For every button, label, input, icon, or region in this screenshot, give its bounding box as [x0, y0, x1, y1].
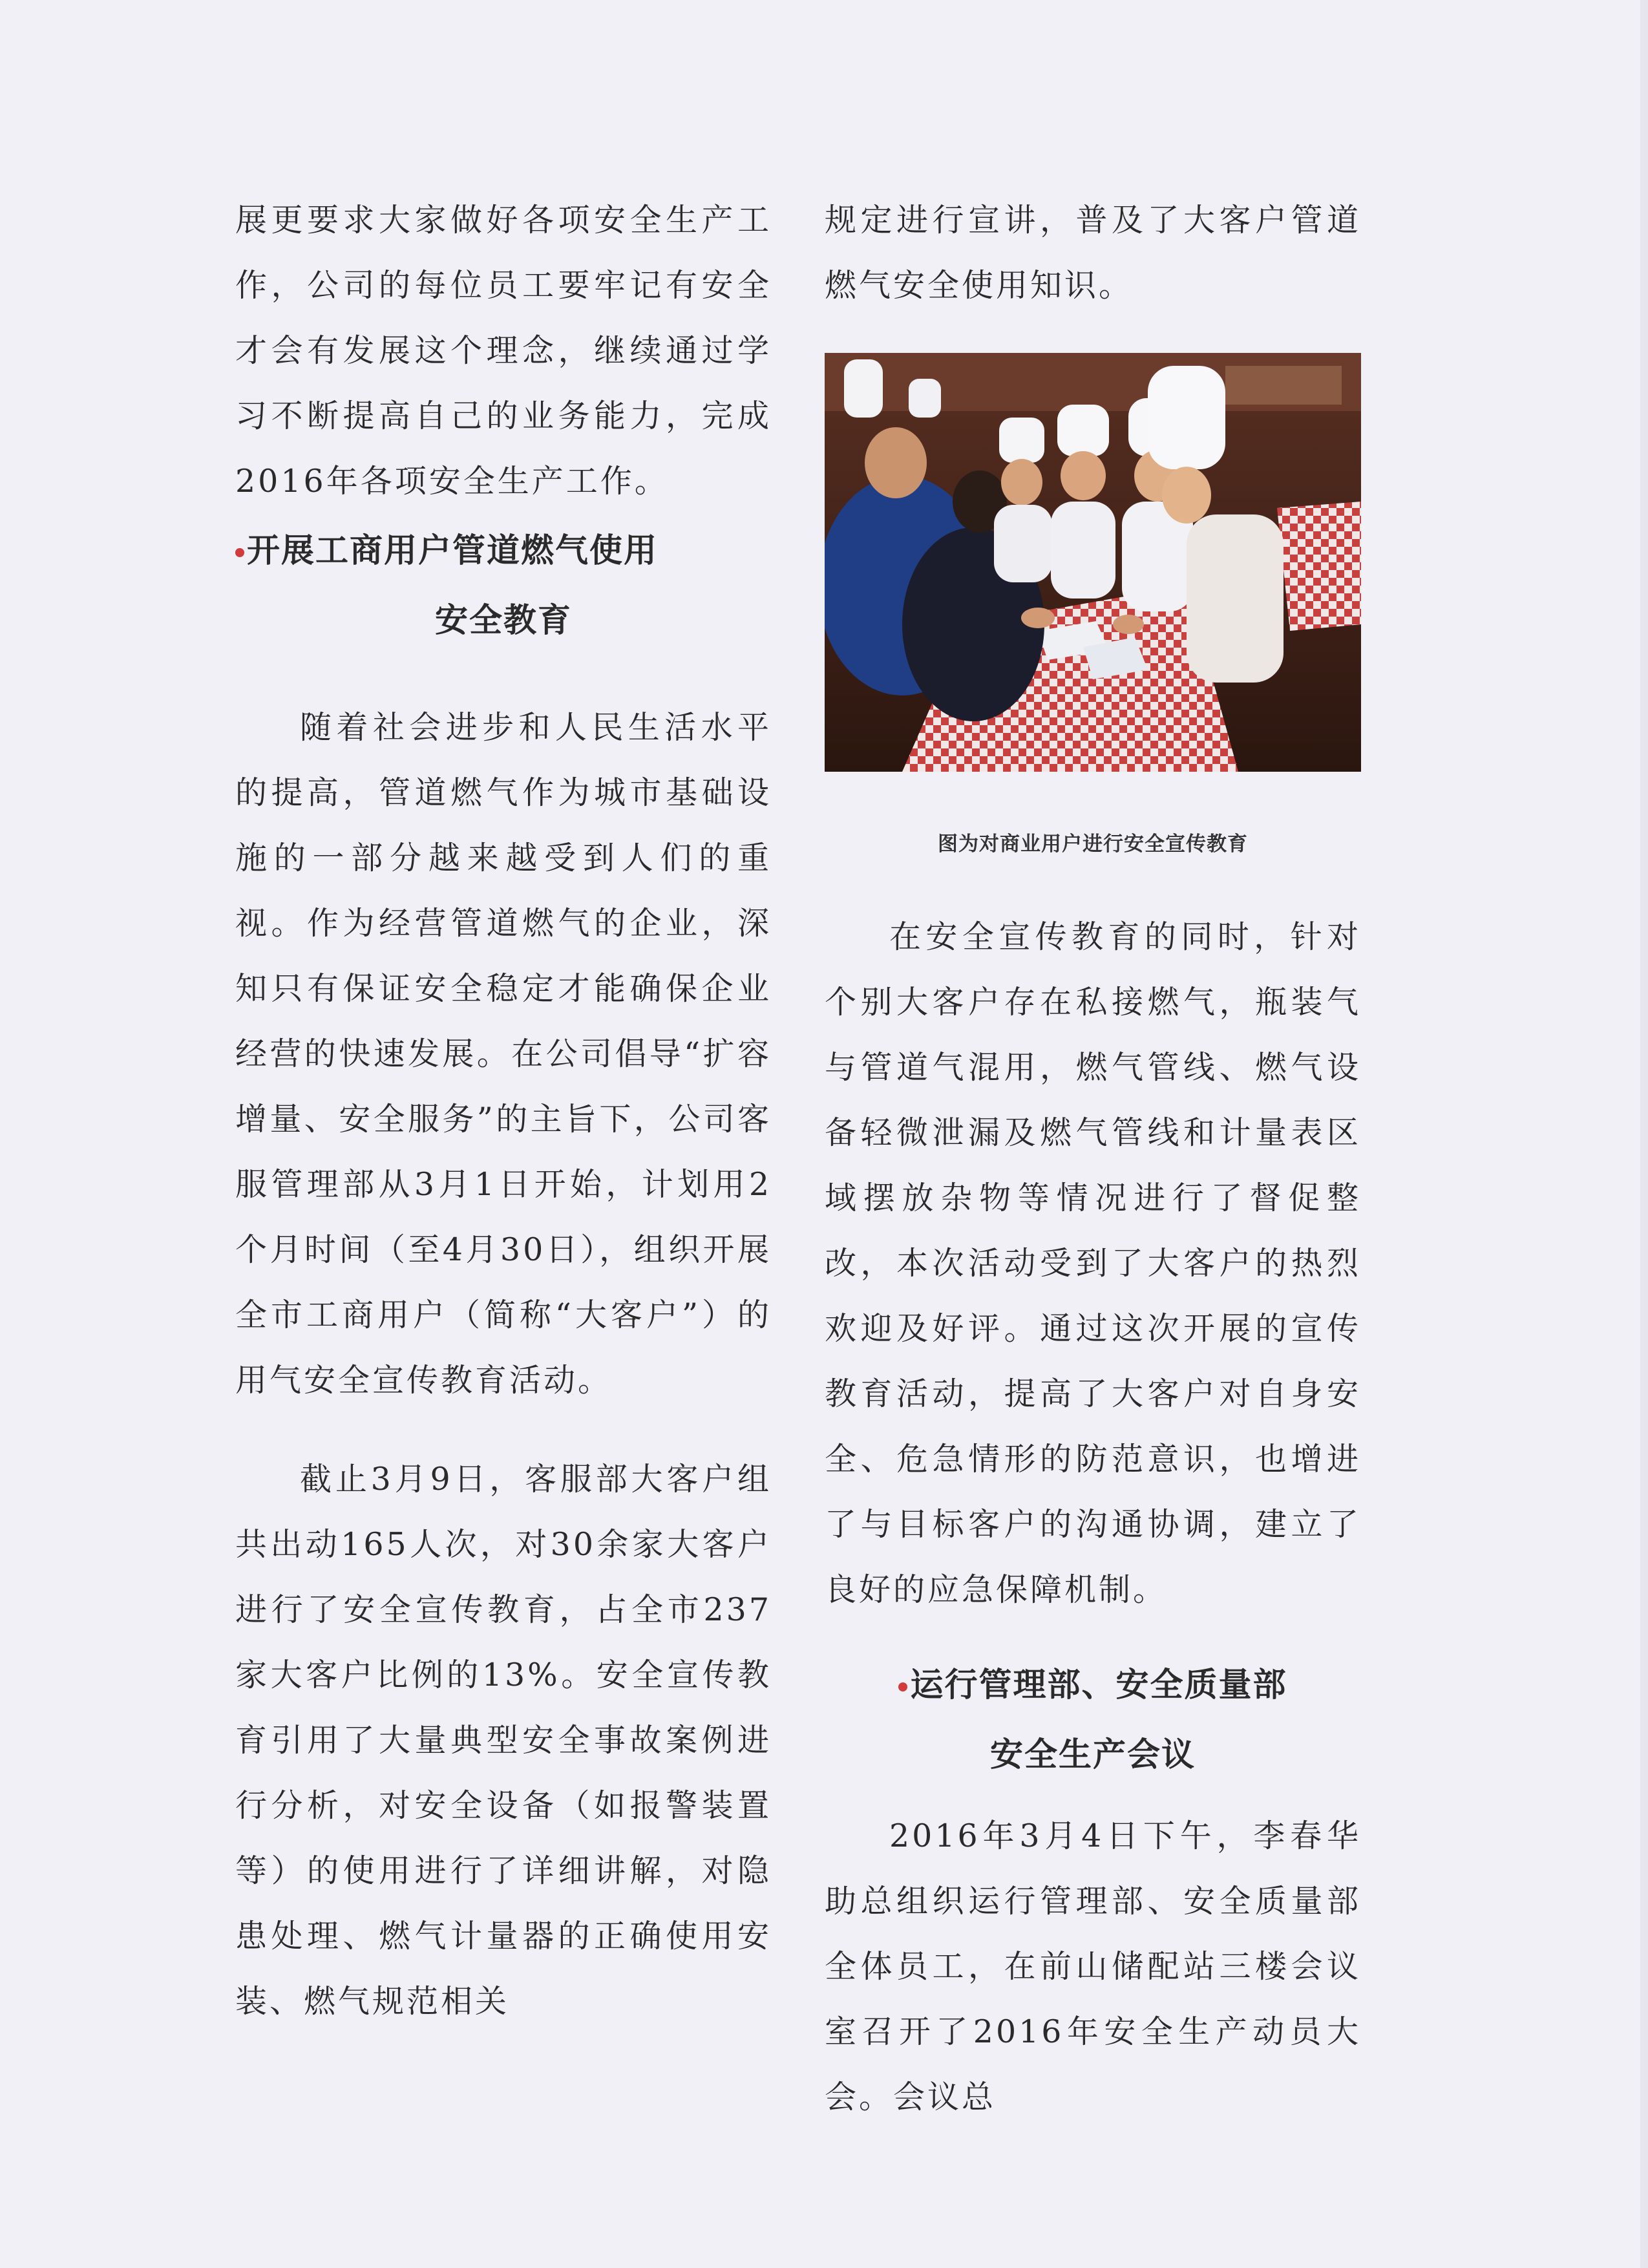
photo-safety-education — [825, 353, 1361, 772]
photo-caption: 图为对商业用户进行安全宣传教育 — [938, 832, 1248, 856]
paragraph-continuation: 展更要求大家做好各项安全生产工作，公司的每位员工要牢记有安全才会有发展这个理念，继续通过学习不断提高自己的业务能力，完成2016年各项安全生产工作。 — [235, 202, 772, 500]
heading-line-1: 运行管理部、安全质量部 — [910, 1666, 1287, 1704]
heading-line-2: 安全教育 — [434, 602, 572, 640]
paragraph-continuation-right: 规定进行宣讲，普及了大客户管道燃气安全使用知识。 — [825, 202, 1361, 304]
bullet-icon — [898, 1682, 907, 1691]
paragraph-progress: 截止3月9日，客服部大客户组共出动165人次，对30余家大客户进行了安全宣传教育，占全市237家大客户比例的13%。安全宣传教育引用了大量典型安全事故案例进行分析，对安全设备（如报警装置等）的使用进行了详细讲解，对隐患处理、燃气计量器的正确使用安装、燃气规范相关 — [235, 1461, 772, 2020]
photo-illustration — [825, 353, 1361, 772]
heading-line-2: 安全生产会议 — [989, 1736, 1196, 1774]
right-column — [825, 187, 1361, 2130]
paragraph-background: 随着社会进步和人民生活水平的提高，管道燃气作为城市基础设施的一部分越来越受到人们的重视。作为经营管道燃气的企业，深知只有保证安全稳定才能确保企业经营的快速发展。在公司倡导“扩容增量、安全服务”的主旨下，公司客服管理部从3月1日开始，计划用2个月时间（至4月30日），组织开展全市工商用户（简称“大客户”）的用气安全宣传教育活动。 — [235, 709, 772, 1399]
section-heading-safety-education — [235, 516, 772, 656]
heading-line-1: 开展工商用户管道燃气使用 — [247, 532, 659, 570]
paragraph-meeting: 2016年3月4日下午，李春华助总组织运行管理部、安全质量部全体员工，在前山储配站三楼会议室召开了2016年安全生产动员大会。会议总 — [825, 1818, 1361, 2115]
paragraph-rectification: 在安全宣传教育的同时，针对个别大客户存在私接燃气，瓶装气与管道气混用，燃气管线、燃气设备轻微泄漏及燃气管线和计量表区域摆放杂物等情况进行了督促整改，本次活动受到了大客户的热烈欢迎及好评。通过这次开展的宣传教育活动，提高了大客户对自身安全、危急情形的防范意识，也增进了与目标客户的沟通协调，建立了良好的应急保障机制。 — [825, 918, 1361, 1608]
page-edge — [1640, 0, 1648, 2268]
left-column — [235, 187, 772, 2034]
bullet-icon — [235, 548, 244, 557]
section-heading-safety-meeting — [825, 1651, 1361, 1790]
